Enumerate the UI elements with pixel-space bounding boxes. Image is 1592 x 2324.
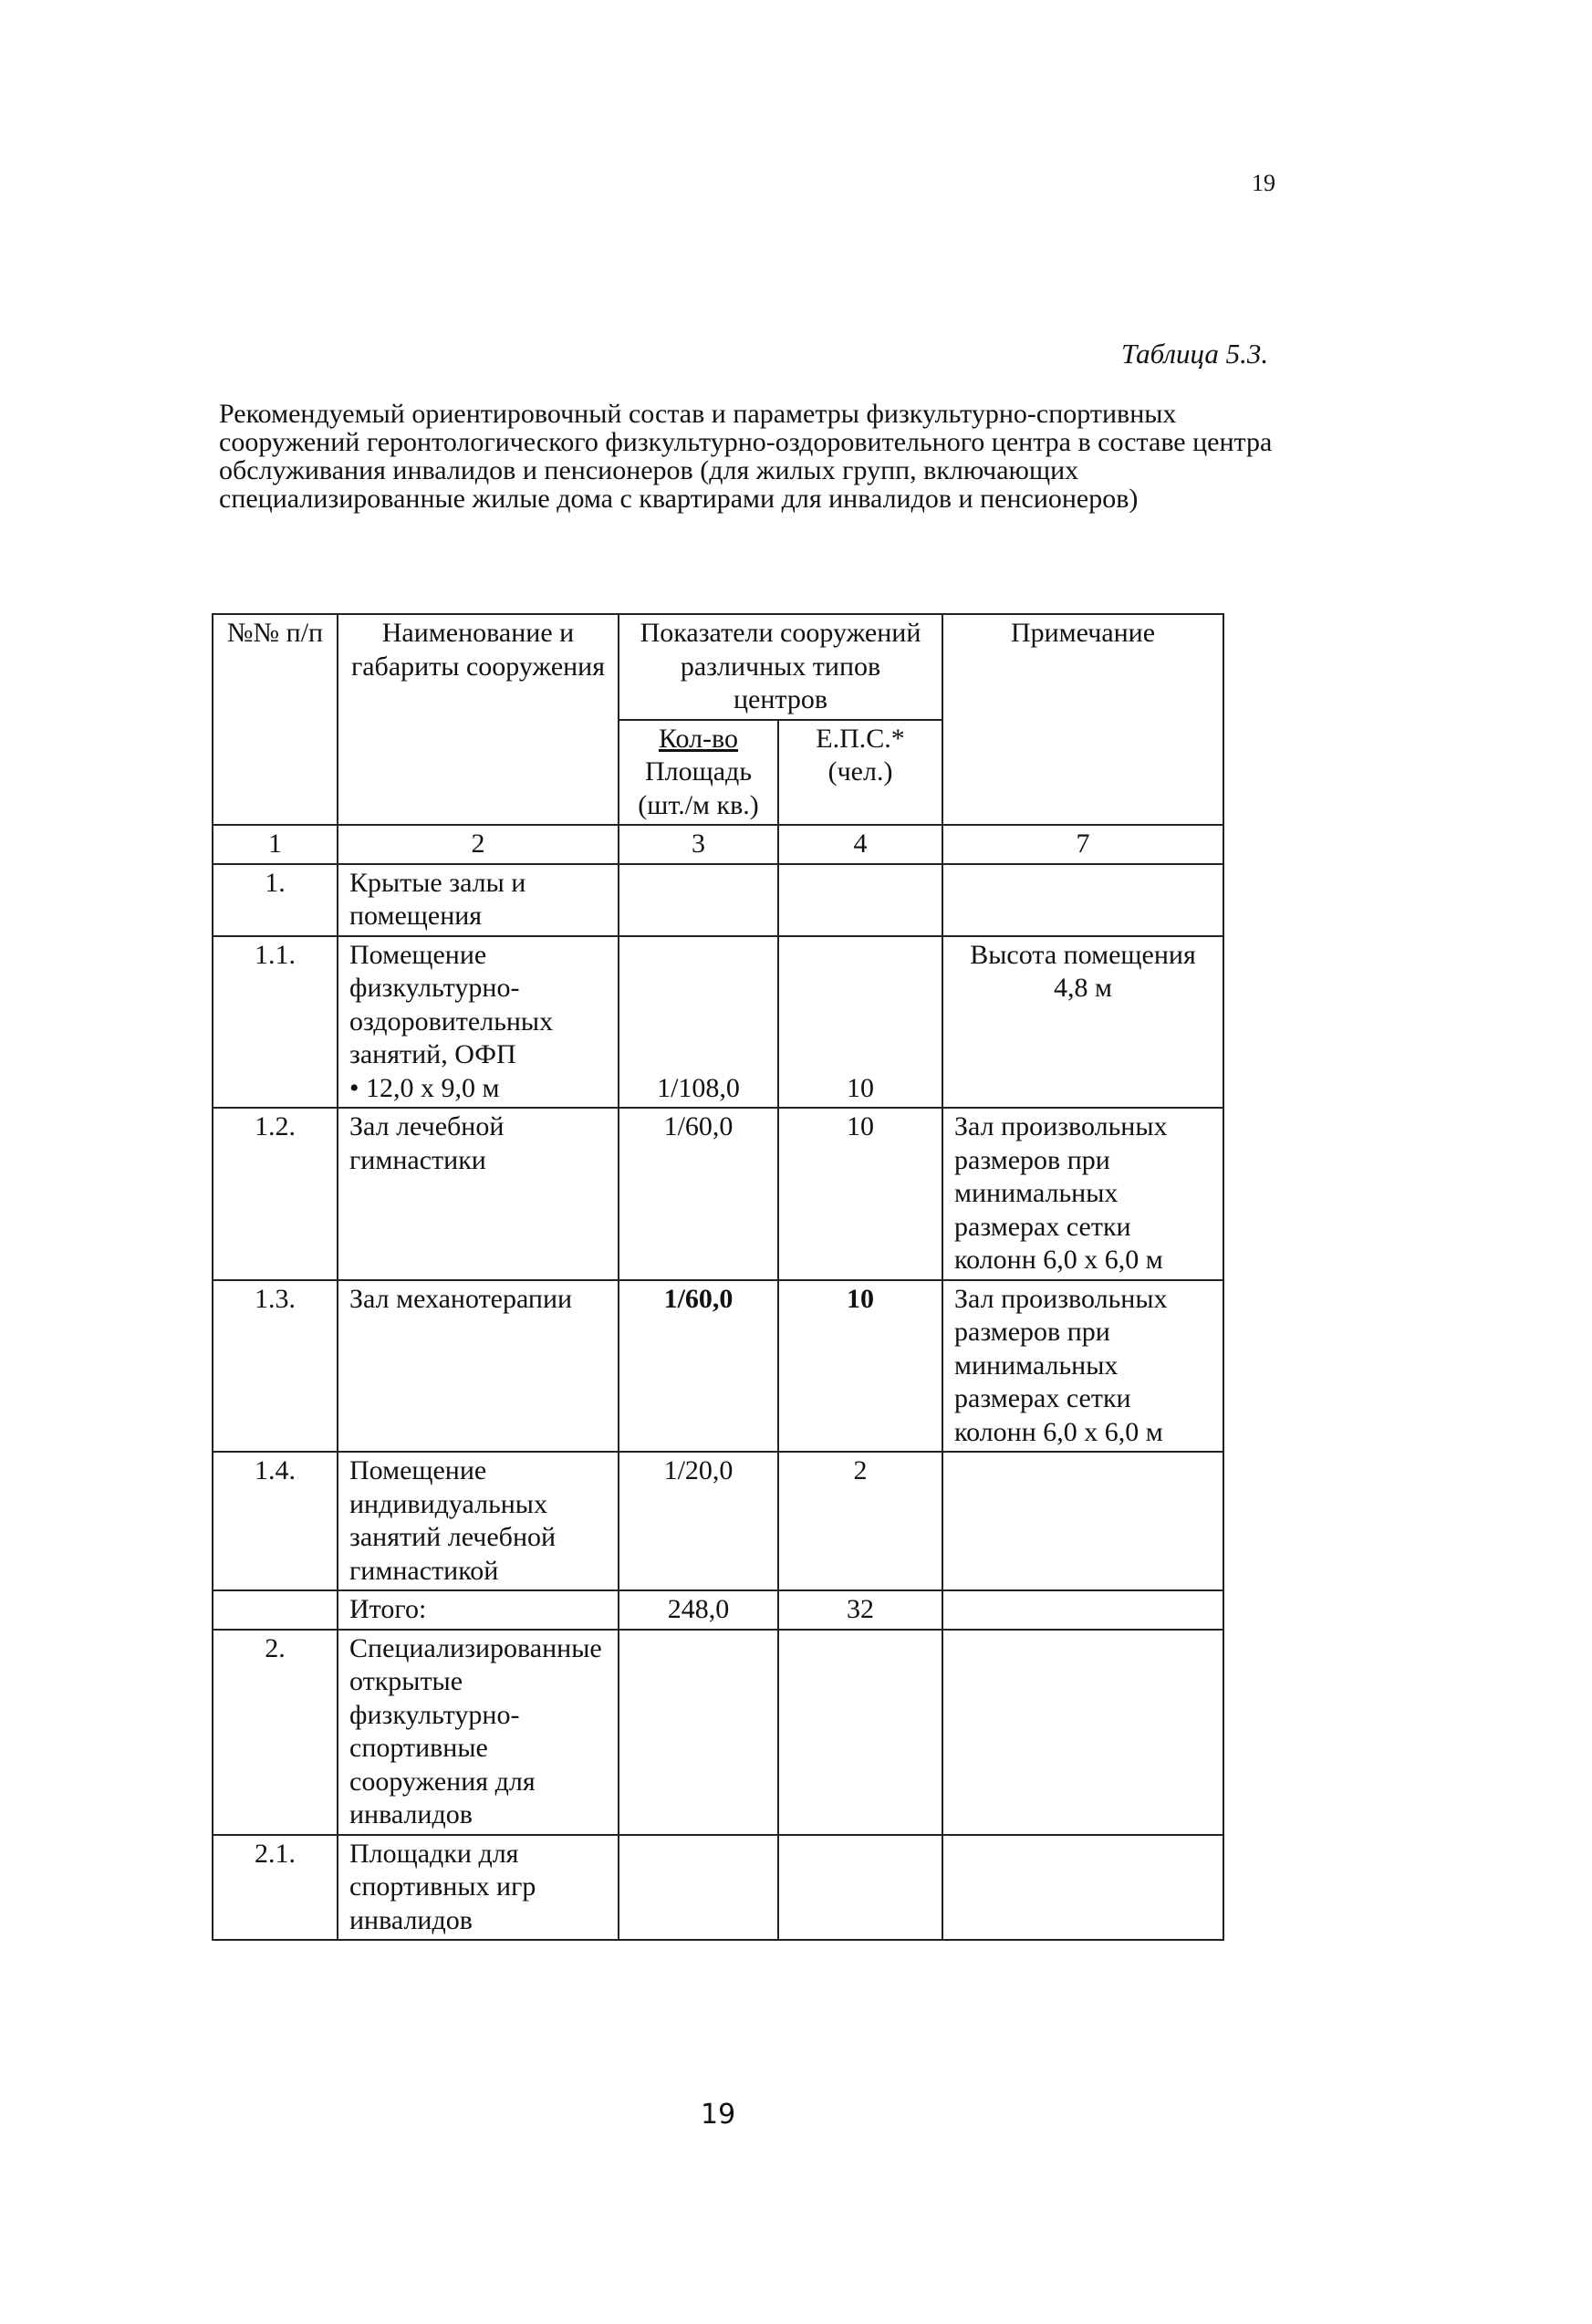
- column-number: 4: [778, 825, 942, 864]
- row-area: [619, 1630, 778, 1835]
- column-number: 7: [942, 825, 1223, 864]
- column-number: 2: [338, 825, 619, 864]
- row-name: Крытые залы и помещения: [338, 864, 619, 936]
- row-name: Помещение индивидуальных занятий лечебной гимнастикой: [338, 1452, 619, 1590]
- row-number: 1.1.: [213, 936, 338, 1109]
- header-quantity-label: Кол-во: [658, 723, 739, 754]
- table-row: [213, 1452, 1223, 1590]
- row-name: Зал лечебной гимнастики: [338, 1108, 619, 1280]
- row-name: Помещение физкультурно-оздоровительных занятий, ОФП: [349, 939, 554, 1069]
- table: [212, 613, 1224, 1941]
- table-row: [213, 1108, 1223, 1280]
- table-row: [213, 864, 1223, 936]
- page-number-bottom: 19: [701, 2099, 736, 2131]
- header-area-label: Площадь (шт./м кв.): [638, 756, 759, 820]
- row-eps: 32: [778, 1590, 942, 1630]
- table-row: [213, 1835, 1223, 1941]
- row-number: 1.4.: [213, 1452, 338, 1590]
- row-note: Зал произвольных размеров при минимальных размерах сетки колонн 6,0 х 6,0 м: [942, 1108, 1223, 1280]
- row-note: [942, 1630, 1223, 1835]
- column-number: 3: [619, 825, 778, 864]
- row-eps: 2: [778, 1452, 942, 1590]
- row-eps: [778, 864, 942, 936]
- row-area: [619, 864, 778, 936]
- row-eps: [778, 1835, 942, 1941]
- table-row: [213, 936, 1223, 1109]
- row-number: 1.3.: [213, 1280, 338, 1453]
- header-row: [213, 614, 1223, 720]
- row-note: Зал произвольных размеров при минимальных размерах сетки колонн 6,0 х 6,0 м: [942, 1280, 1223, 1453]
- row-area: 1/108,0: [619, 936, 778, 1109]
- table-row: [213, 1280, 1223, 1453]
- row-name: Зал механотерапии: [338, 1280, 619, 1453]
- row-note: [942, 1452, 1223, 1590]
- row-name: Площадки для спортивных игр инвалидов: [338, 1835, 619, 1941]
- row-eps: [778, 1630, 942, 1835]
- page-number-top: 19: [1252, 170, 1275, 196]
- row-eps: 10: [778, 1108, 942, 1280]
- total-row: [213, 1590, 1223, 1630]
- row-number: 2.: [213, 1630, 338, 1835]
- row-area: 1/20,0: [619, 1452, 778, 1590]
- parameters-table: [212, 613, 1223, 1941]
- header-cell-area: [619, 720, 778, 826]
- row-area: 1/60,0: [619, 1280, 778, 1453]
- row-note: Высота помещения 4,8 м: [942, 936, 1223, 1109]
- row-number: [213, 1590, 338, 1630]
- row-eps: 10: [778, 936, 942, 1109]
- row-note: [942, 1590, 1223, 1630]
- row-eps: 10: [778, 1280, 942, 1453]
- header-cell-eps: Е.П.С.* (чел.): [778, 720, 942, 826]
- header-cell-indicators: Показатели сооружений различных типов центров: [619, 614, 942, 720]
- row-area: [619, 1835, 778, 1941]
- row-area: 248,0: [619, 1590, 778, 1630]
- row-number: 1.2.: [213, 1108, 338, 1280]
- row-dimension-bullet: • 12,0 х 9,0 м: [349, 1072, 500, 1103]
- header-cell-note: Примечание: [942, 614, 1223, 825]
- column-number: 1: [213, 825, 338, 864]
- row-name-cell: [338, 936, 619, 1109]
- row-number: 2.1.: [213, 1835, 338, 1941]
- row-area: 1/60,0: [619, 1108, 778, 1280]
- table-caption: Рекомендуемый ориентировочный состав и параметры физкультурно-спортивных сооружений геронтологического физкультурно-оздоровительного центра в составе центра обслуживания инвалидов и пенсионеров (для жилых групп, включающих специализированные жилые дома с квартирами для инвалидов и пенсионеров): [219, 399, 1273, 514]
- row-name: Специализированные открытые физкультурно-спортивные сооружения для инвалидов: [338, 1630, 619, 1835]
- table-row: [213, 1630, 1223, 1835]
- header-cell-name: Наименование и габариты сооружения: [338, 614, 619, 825]
- row-note: [942, 864, 1223, 936]
- row-name: Итого:: [338, 1590, 619, 1630]
- header-cell-number: №№ п/п: [213, 614, 338, 825]
- row-note: [942, 1835, 1223, 1941]
- column-number-row: [213, 825, 1223, 864]
- row-number: 1.: [213, 864, 338, 936]
- table-label: Таблица 5.3.: [1121, 338, 1269, 370]
